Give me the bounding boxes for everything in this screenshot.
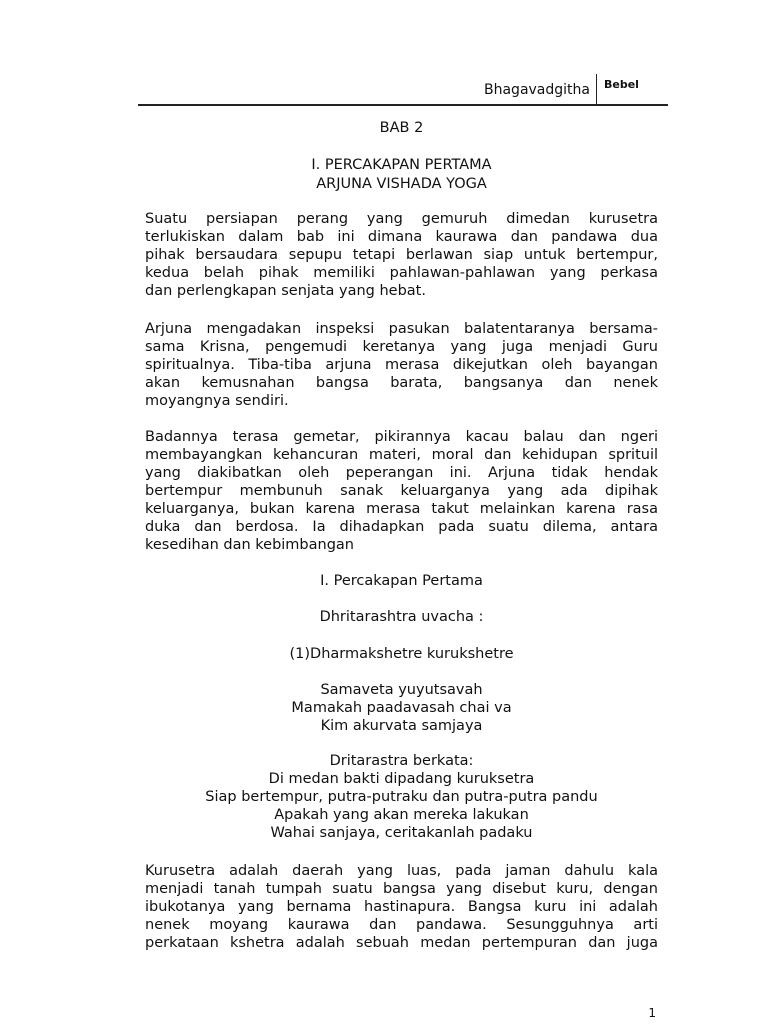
title-line: ARJUNA VISHADA YOGA <box>316 176 487 192</box>
text-line: Badannya terasa gemetar, pikirannya kacau balau dan ngeri <box>145 429 658 445</box>
book-title: Bhagavadgitha <box>484 82 590 98</box>
text-line: keluarganya, bukan karena merasa takut melainkan karena rasa <box>145 501 658 517</box>
text-line: bertempur membunuh sanak keluarganya yang ada dipihak <box>145 483 658 499</box>
translation-verse <box>145 752 658 842</box>
verse-line: Wahai sanjaya, ceritakanlah padaku <box>270 825 533 841</box>
text-line: Arjuna mengadakan inspeksi pasukan balatentaranya bersama- <box>145 321 658 337</box>
verse-line: Samaveta yuyutsavah <box>320 682 483 698</box>
text-line: moyangnya sendiri. <box>145 393 289 409</box>
header-divider <box>596 74 597 106</box>
text-line: Suatu persiapan perang yang gemuruh dimedan kurusetra <box>145 211 658 227</box>
verse-number: (1)Dharmakshetre kurukshetre <box>289 646 514 662</box>
section-heading: I. Percakapan Pertama <box>320 573 483 589</box>
text-line: kesedihan dan kebimbangan <box>145 537 354 553</box>
verse-line: Di medan bakti dipadang kuruksetra <box>268 771 535 787</box>
verse-line: Apakah yang akan mereka lakukan <box>274 807 529 823</box>
text-line: perkataan kshetra adalah sebuah medan pertempuran dan juga <box>145 935 658 951</box>
paragraph-4 <box>145 862 658 952</box>
sanskrit-verse <box>145 681 658 735</box>
text-line: nenek moyang kaurawa dan pandawa. Sesungguhnya arti <box>145 917 658 933</box>
page-number: 1 <box>648 1006 656 1020</box>
verse-line: Kim akurvata samjaya <box>320 718 483 734</box>
verse-line: Mamakah paadavasah chai va <box>291 700 512 716</box>
text-line: kedua belah pihak memiliki pahlawan-pahlawan yang perkasa <box>145 265 658 281</box>
text-line: spiritualnya. Tiba-tiba arjuna merasa dikejutkan oleh bayangan <box>145 357 658 373</box>
text-line: membayangkan kehancuran materi, moral dan kehidupan sprituil <box>145 447 658 463</box>
text-line: pihak bersaudara sepupu tetapi berlawan siap untuk bertempur, <box>145 247 658 263</box>
text-line: ibukotanya yang bernama hastinapura. Bangsa kuru ini adalah <box>145 899 658 915</box>
paragraph-1 <box>145 210 658 300</box>
text-line: Kurusetra adalah daerah yang luas, pada jaman dahulu kala <box>145 863 658 879</box>
title-line: I. PERCAKAPAN PERTAMA <box>311 157 492 173</box>
chapter-label: BAB 2 <box>379 120 424 136</box>
verse-line: Dritarastra berkata: <box>329 753 474 769</box>
text-line: menjadi tanah tumpah suatu bangsa yang disebut kuru, dengan <box>145 881 658 897</box>
chapter-title <box>145 156 658 194</box>
text-line: duka dan berdosa. Ia dihadapkan pada suatu dilema, antara <box>145 519 658 535</box>
text-line: akan kemusnahan bangsa barata, bangsanya dan nenek <box>145 375 658 391</box>
paragraph-2 <box>145 320 658 410</box>
author-name: Bebel <box>604 78 639 91</box>
text-line: dan perlengkapan senjata yang hebat. <box>145 283 426 299</box>
text-line: sama Krisna, pengemudi keretanya yang juga menjadi Guru <box>145 339 658 355</box>
paragraph-3 <box>145 428 658 554</box>
text-line: terlukiskan dalam bab ini dimana kaurawa dan pandawa dua <box>145 229 658 245</box>
verse-line: Siap bertempur, putra-putraku dan putra-putra pandu <box>205 789 598 805</box>
text-line: yang diakibatkan oleh peperangan ini. Arjuna tidak hendak <box>145 465 658 481</box>
speaker-line: Dhritarashtra uvacha : <box>319 609 484 625</box>
page-header <box>138 72 668 106</box>
